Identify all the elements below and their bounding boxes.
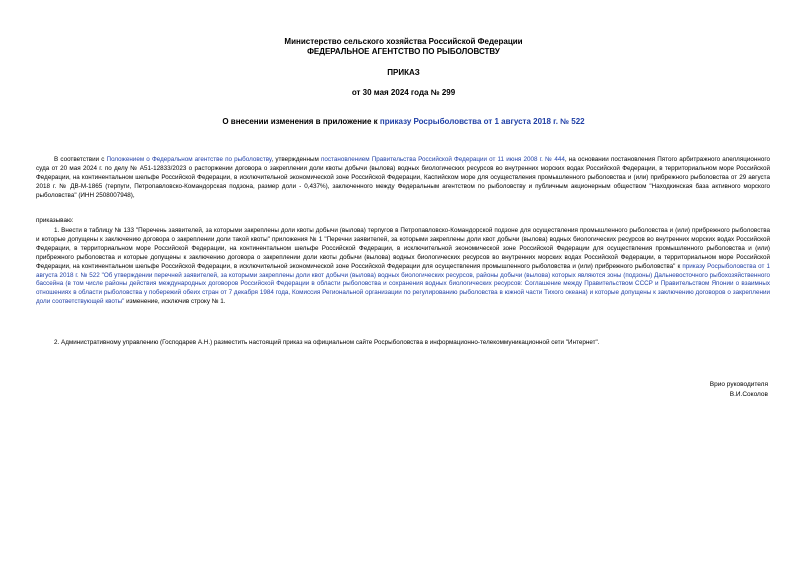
ministry-name: Министерство сельского хозяйства Российской Федерации — [284, 37, 523, 46]
doc-date: от 30 мая 2024 года № 299 — [351, 88, 456, 97]
order-word: приказываю: — [36, 217, 74, 224]
item-1-text: 1. Внести в таблицу № 133 "Перечень заявителей, за которыми закреплены доли квоты добычи (вылова) терпугов в Петропавловско-Командорской подзоне для осуществления промышленного рыболовства и (или) прибрежного рыболовства и которые допущены к заключению договора о закреплении доли такой квоты" приложения № 1 "Перечни заявителей, за которыми закреплены доли квот добычи (вылова) водных биологических ресурсов во внутренних морских водах Российской Федерации, в территориальном море Российской Федерации, на континентальном шельфе Российской Федерации, в исключительной экономической зоне Российской Федерации для осуществления промышленного рыболовства и (или) прибрежного рыболовства и которые допущены к заключению договора о закреплении доли квоты добычи (вылова) водных биологических ресурсов во внутренних морских водах Российской Федерации, в территориальном море Российской Федерации, на континентальном шельфе Российской Федерации, в исключительной экономической зоне Российской Федерации для осуществления промышленного рыболовства и (или) прибрежного рыболовства" к — [36, 227, 770, 270]
title-link[interactable]: приказу Росрыболовства от 1 августа 2018 г. № 522 — [379, 117, 585, 126]
decree-link[interactable]: постановлением Правительства Российской Федерации от 11 июня 2008 г. № 444 — [321, 156, 565, 163]
order-522-link[interactable]: приказу Росрыболовства от 1 августа 2018 г. № 522 "Об утверждении перечней заявителей, за которыми закреплены доли квот добычи (вылова) водных биологических ресурсов, районы добычи (вылова) которых являются зоны (подзоны) Дальневосточного рыбохозяйственного бассейна (в том числе районы действия международных договоров Российской Федерации в области рыболовства и сохранения водных биологических ресурсов: Соглашение между Правительством СССР и Правительством Японии о взаимных отношениях в области рыболовства у побережий обеих стран от 7 декабря 1984 года, Комиссия Региональной организации по регулированию рыболовства в южной части Тихого океана) и которые допущены к заключению договоров о закреплении доли соответствующей квоты" — [36, 262, 770, 306]
agency-name: ФЕДЕРАЛЬНОЕ АГЕНТСТВО ПО РЫБОЛОВСТВУ — [307, 47, 500, 56]
doc-title — [0, 117, 807, 127]
item-1-ending: изменение, исключив строку № 1. — [124, 298, 226, 306]
title-text: О внесении изменения в приложение к — [222, 117, 380, 126]
signature-position: Врио руководителя — [709, 381, 768, 388]
item-1-paragraph — [36, 227, 770, 307]
regulation-link[interactable]: Положением о Федеральном агентстве по рыболовству — [106, 156, 272, 163]
preamble-text-3: , на основании постановления Пятого арбитражного апелляционного суда от 20 мая 2024 г. по делу № А51-12833/2023 о расторжении договора о закреплении доли квоты добычи (вылова) водных биологических ресурсов во внутренних морских водах Российской Федерации, в территориальном море Российской Федерации, на континентальном шельфе Российской Федерации, в исключительной экономической зоне Российской Федерации, Каспийском море для осуществления промышленного рыболовства и (или) прибрежного рыболовства от 29 августа 2018 г. № ДВ-М-1865 (терпуги, Петропавловско-Командорская подзона, размер доли - 0,437%), заключенного между Федеральным агентством по рыболовству и публичным акционерным обществом "Находкинская база активного морского рыболовства" (ИНН 2508007948), — [36, 156, 771, 199]
preamble-text-1: В соответствии с — [54, 156, 107, 163]
preamble-text-2: , утвержденным — [271, 156, 321, 163]
doc-type: ПРИКАЗ — [387, 68, 420, 77]
preamble-paragraph — [36, 156, 770, 201]
signature-name: В.И.Соколов — [729, 391, 768, 398]
item-2-paragraph: 2. Административному управлению (Господарев А.Н.) разместить настоящий приказ на официальном сайте Росрыболовства в информационно-телекоммуникационной сети "Интернет". — [54, 339, 600, 346]
